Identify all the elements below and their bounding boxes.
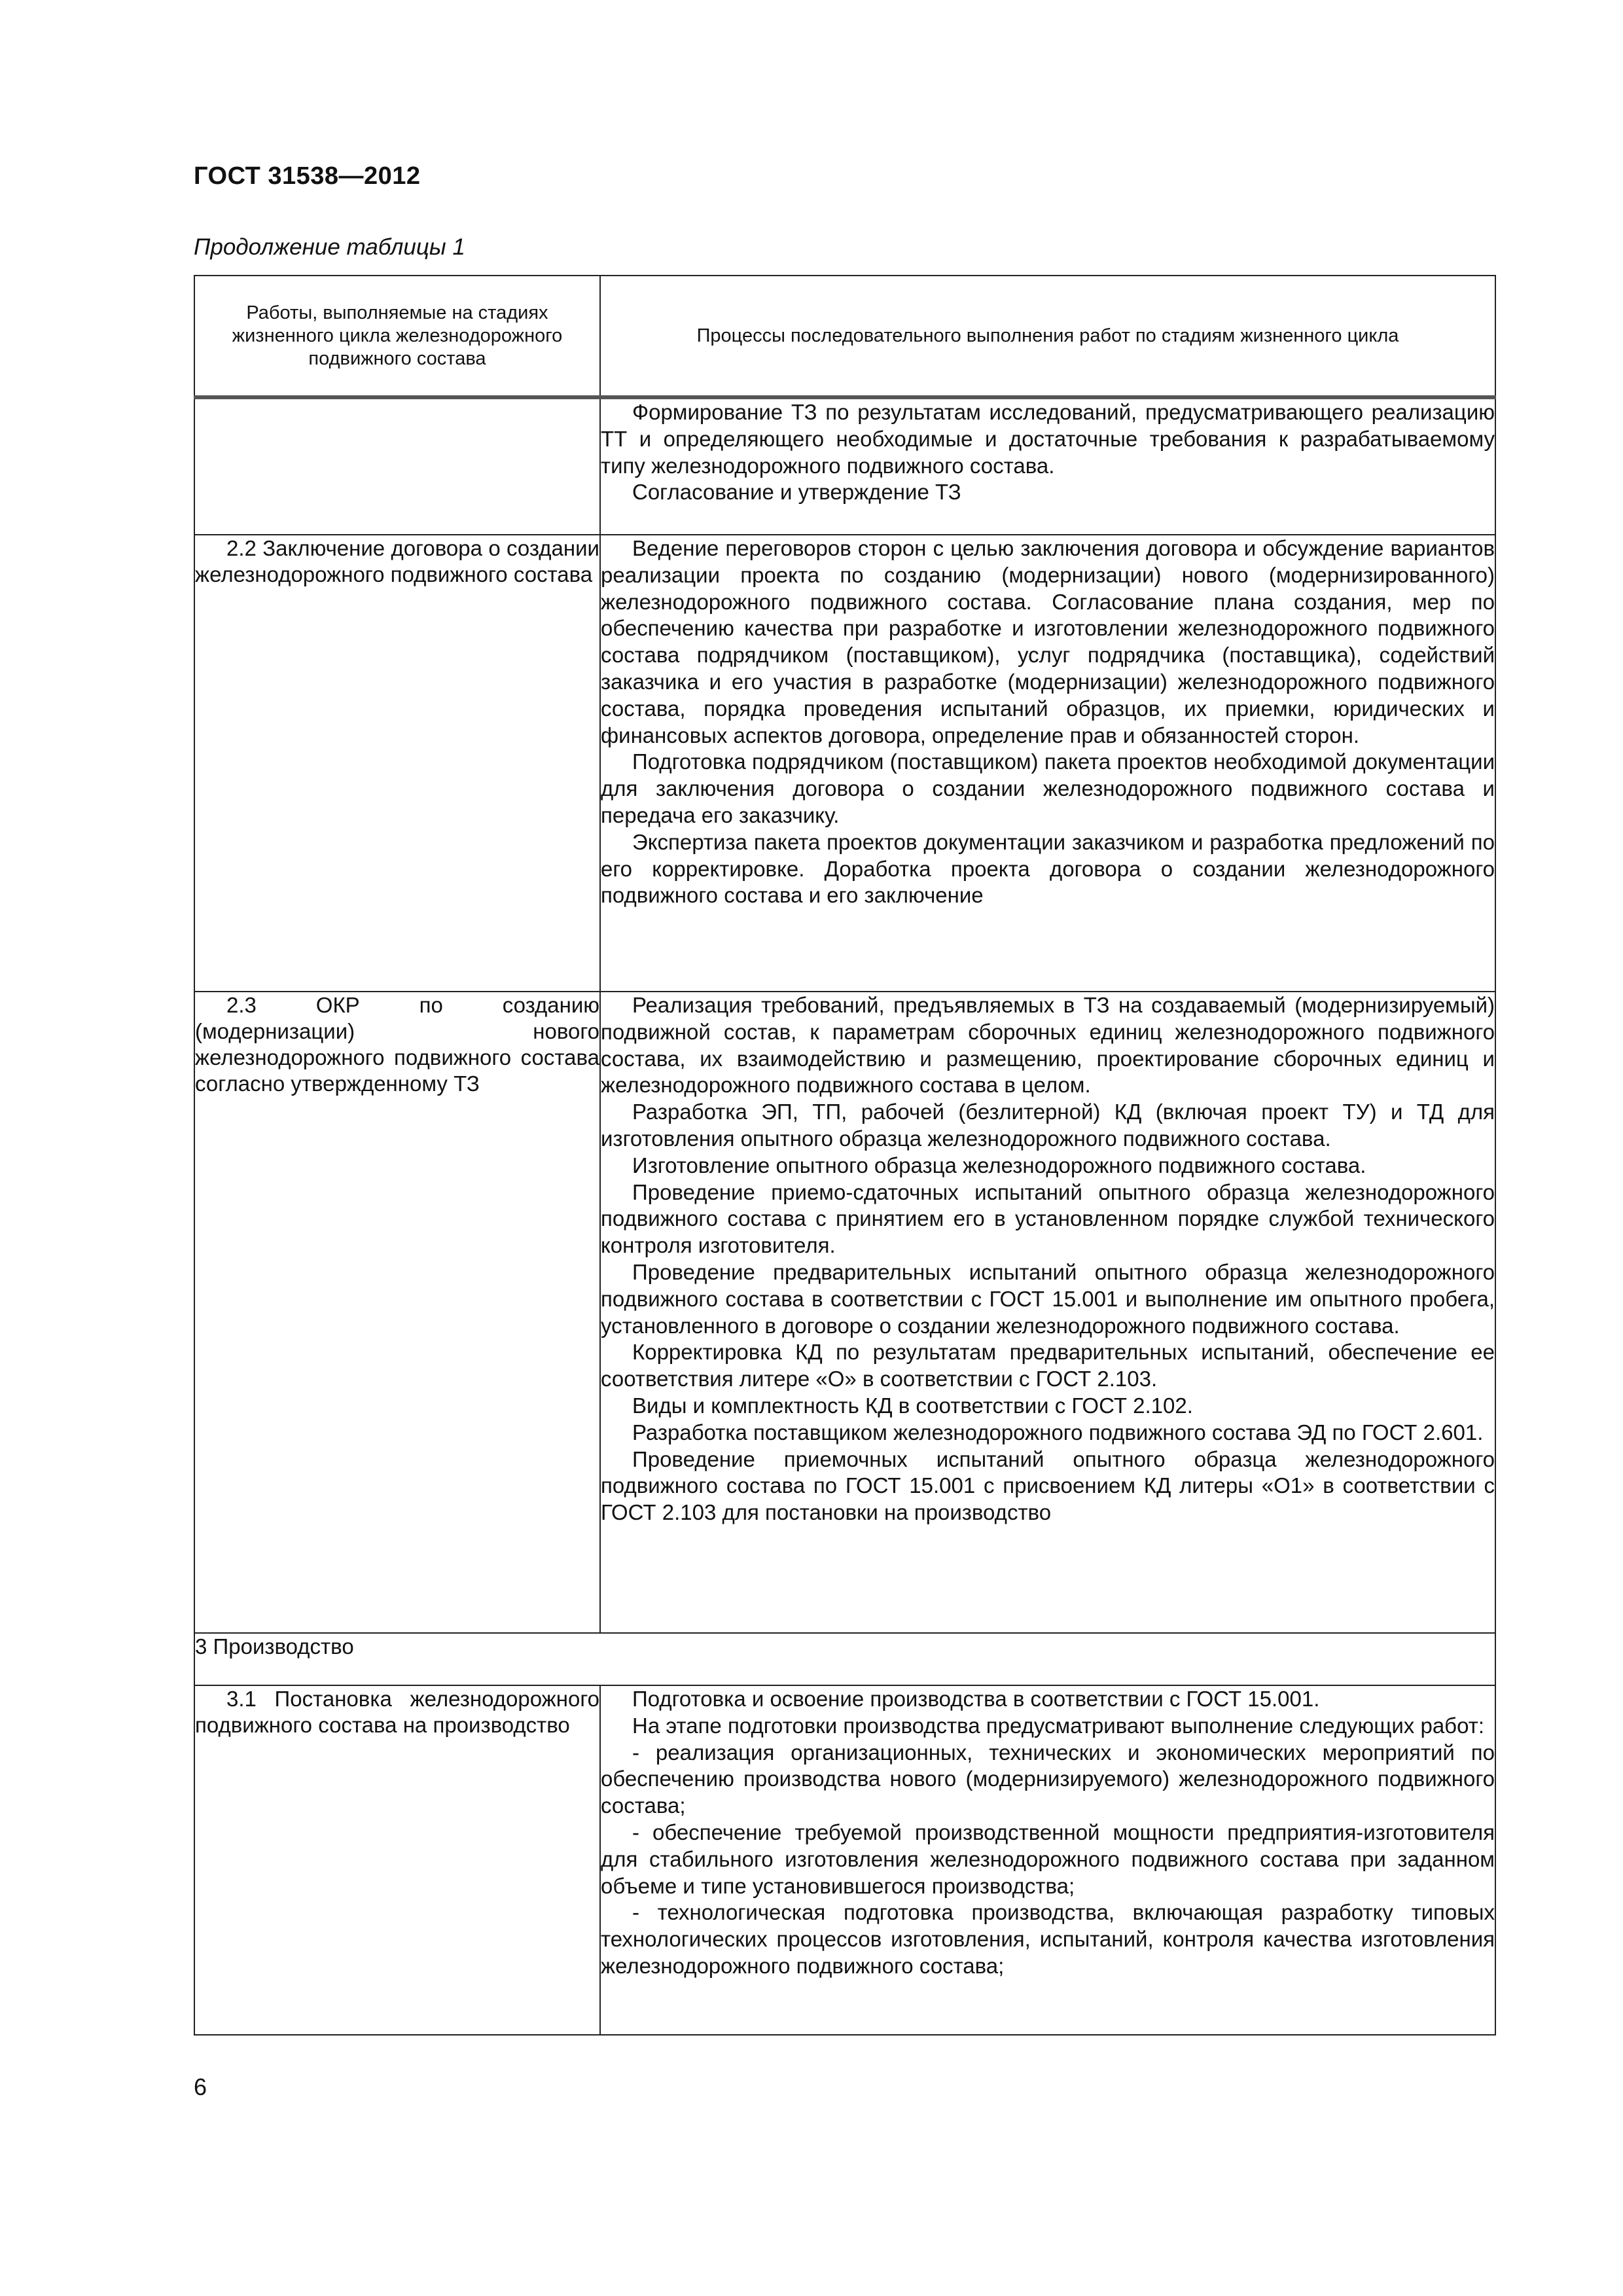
list-item: - технологическая подготовка производства, включающая разработку типовых технологических процессов изготовления, испытаний, контроля качества изготовления железнодорожного подвижного состава; <box>601 1900 1495 1978</box>
paragraph: 3.1 Постановка железнодорожного подвижного состава на производство <box>195 1687 599 1737</box>
paragraph: Разработка поставщиком железнодорожного подвижного состава ЭД по ГОСТ 2.601. <box>632 1420 1484 1444</box>
paragraph: На этапе подготовки производства предусматривают выполнение следующих работ: <box>632 1713 1484 1738</box>
paragraph: Изготовление опытного образца железнодорожного подвижного состава. <box>632 1153 1366 1177</box>
paragraph: Экспертиза пакета проектов документации заказчиком и разработка предложений по его корректировке. Доработка проекта договора о создании железнодорожного подвижного состава и его заключение <box>601 829 1495 908</box>
row-processes-cell <box>600 1685 1495 2035</box>
document-header: ГОСТ 31538—2012 <box>194 162 421 190</box>
list-item: - обеспечение требуемой производственной мощности предприятия-изготовителя для стабильного изготовления железнодорожного подвижного состава при заданном объеме и типе установившегося производства; <box>601 1820 1495 1898</box>
paragraph: Проведение предварительных испытаний опытного образца железнодорожного подвижного состава в соответствии с ГОСТ 15.001 и выполнение им опытного пробега, установленного в договоре о создании железнодорожного подвижного состава. <box>601 1259 1495 1338</box>
paragraph: Формирование ТЗ по результатам исследований, предусматривающего реализацию ТТ и определяющего необходимые и достаточные требования к разрабатываемому типу железнодорожного подвижного состава. <box>601 400 1495 478</box>
paragraph: 2.2 Заключение договора о создании железнодорожного подвижного состава <box>195 536 599 586</box>
row-processes-cell <box>600 535 1495 992</box>
paragraph: Ведение переговоров сторон с целью заключения договора и обсуждение вариантов реализации проекта по созданию (модернизации) нового (модернизированного) железнодорожного подвижного состава. Согласование плана создания, мер по обеспечению качества при разработке и изготовлении железнодорожного подвижного состава подрядчиком (поставщиком), услуг подрядчика (поставщика), содействий заказчика и его участия в разработке (модернизации) железнодорожного подвижного состава, порядка проведения испытаний образцов, их приемки, юридических и финансовых аспектов договора, определение прав и обязанностей сторон. <box>601 536 1495 747</box>
table-caption: Продолжение таблицы 1 <box>194 234 465 260</box>
paragraph: Разработка ЭП, ТП, рабочей (безлитерной) КД (включая проект ТУ) и ТД для изготовления опытного образца железнодорожного подвижного состава. <box>601 1100 1495 1151</box>
paragraph: Проведение приемо-сдаточных испытаний опытного образца железнодорожного подвижного состава с принятием его в установленном порядке службой технического контроля изготовителя. <box>601 1179 1495 1258</box>
table-header-row <box>194 276 1495 397</box>
paragraph: Реализация требований, предъявляемых в ТЗ на создаваемый (модернизируемый) подвижной состав, к параметрам сборочных единиц железнодорожного подвижного состава, их взаимодействию и размещению, проектирование сборочных единиц и железнодорожного подвижного состава в целом. <box>601 993 1495 1098</box>
row-works-cell <box>194 992 600 1633</box>
paragraph: Согласование и утверждение ТЗ <box>632 480 961 505</box>
requirements-table <box>194 275 1496 2036</box>
row-processes-cell <box>600 992 1495 1633</box>
table-row <box>194 1685 1495 2035</box>
paragraph: Виды и комплектность КД в соответствии с ГОСТ 2.102. <box>632 1393 1193 1418</box>
column-header-processes: Процессы последовательного выполнения работ по стадиям жизненного цикла <box>600 276 1495 397</box>
column-header-works: Работы, выполняемые на стадиях жизненного цикла железнодорожного подвижного состава <box>194 276 600 397</box>
paragraph: Корректировка КД по результатам предварительных испытаний, обеспечение ее соответствия литере «О» в соответствии с ГОСТ 2.103. <box>601 1340 1495 1391</box>
row-works-cell <box>194 1685 600 2035</box>
section-heading-production: 3 Производство <box>194 1633 1495 1685</box>
paragraph: Проведение приемочных испытаний опытного образца железнодорожного подвижного состава по ГОСТ 15.001 с присвоением КД литеры «О1» в соответствии с ГОСТ 2.103 для постановки на производство <box>601 1446 1495 1525</box>
table-section-row <box>194 1633 1495 1685</box>
paragraph: Подготовка подрядчиком (поставщиком) пакета проектов необходимой документации для заключения договора о создании железнодорожного подвижного состава и передача его заказчику. <box>601 749 1495 827</box>
table-row <box>194 992 1495 1633</box>
paragraph: 2.3 ОКР по созданию (модернизации) нового железнодорожного подвижного состава согласно утвержденному ТЗ <box>195 993 599 1096</box>
table-row <box>194 535 1495 992</box>
row-works-cell <box>194 535 600 992</box>
page-number: 6 <box>194 2073 207 2100</box>
table-row <box>194 397 1495 535</box>
row-processes-cell <box>600 397 1495 535</box>
list-item: - реализация организационных, технических и экономических мероприятий по обеспечению производства нового (модернизируемого) железнодорожного подвижного состава; <box>601 1740 1495 1818</box>
row-works-cell <box>194 397 600 535</box>
paragraph: Подготовка и освоение производства в соответствии с ГОСТ 15.001. <box>632 1687 1320 1711</box>
